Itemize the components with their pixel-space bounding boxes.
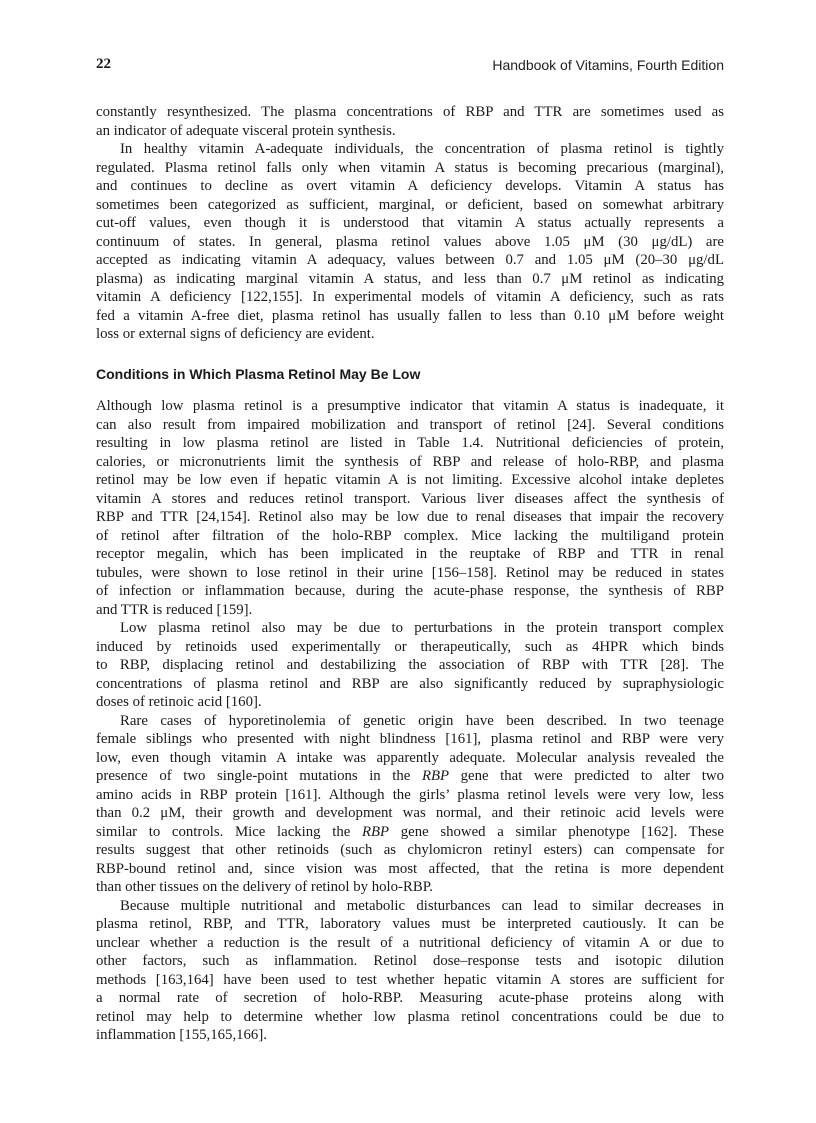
text-line: other factors, such as inflammation. Retinol dose–response tests and isotopic dilution: [96, 953, 724, 969]
text-line: RBP and TTR [24,154]. Retinol also may be low due to renal diseases that impair the recovery: [96, 509, 724, 525]
text-line: than 0.2 μM, their growth and development was normal, and their retinoic acid levels were: [96, 805, 724, 821]
text-line: retinol may be low even if hepatic vitamin A is not limiting. Excessive alcohol intake depletes: [96, 472, 724, 488]
text-line: fed a vitamin A-free diet, plasma retinol has usually fallen to less than 0.10 μM before weight: [96, 307, 724, 324]
text-line: sometimes been categorized as sufficient, marginal, or deficient, based on somewhat arbitrary: [96, 196, 724, 213]
text-line: and continues to decline as overt vitamin A deficiency develops. Vitamin A status has: [96, 178, 724, 194]
text-line: methods [163,164] have been used to test whether hepatic vitamin A stores are sufficient for: [96, 971, 724, 988]
paragraph: [96, 140, 724, 344]
paragraph: [96, 712, 724, 897]
text-line: continuum of states. In general, plasma retinol values above 1.05 μM (30 μg/dL) are: [96, 233, 724, 250]
text-line: regulated. Plasma retinol falls only when vitamin A status is becoming precarious (marginal),: [96, 159, 724, 176]
text-line: resulting in low plasma retinol are listed in Table 1.4. Nutritional deficiencies of protein,: [96, 435, 724, 451]
text-line: [96, 767, 724, 786]
text-line: female siblings who presented with night blindness [161], plasma retinol and RBP were very: [96, 731, 724, 747]
text-line: plasma retinol, RBP, and TTR, laboratory values must be interpreted cautiously. It can be: [96, 916, 724, 932]
text-line: Although low plasma retinol is a presumptive indicator that vitamin A status is inadequate, it: [96, 398, 724, 414]
text-line: plasma) as indicating marginal vitamin A status, and less than 0.7 μM retinol as indicating: [96, 270, 724, 287]
body-text-intro: [96, 103, 724, 344]
text-line: a normal rate of secretion of holo-RBP. Measuring acute-phase proteins along with: [96, 990, 724, 1006]
text-line: of infection or inflammation because, during the acute-phase response, the synthesis of RBP: [96, 583, 724, 599]
text-line: accepted as indicating vitamin A adequacy, values between 0.7 and 1.05 μM (20–30 μg/dL: [96, 252, 724, 268]
text-line: concentrations of plasma retinol and RBP are also significantly reduced by supraphysiologic: [96, 675, 724, 692]
text-line: Because multiple nutritional and metabolic disturbances can lead to similar decreases in: [120, 897, 724, 914]
book-title: Handbook of Vitamins, Fourth Edition: [492, 57, 724, 73]
text-line: Rare cases of hyporetinolemia of genetic origin have been described. In two teenage: [120, 712, 724, 729]
text-line: of retinol after filtration of the holo-RBP complex. Mice lacking the multiligand protein: [96, 527, 724, 544]
text-line: constantly resynthesized. The plasma concentrations of RBP and TTR are sometimes used as: [96, 104, 724, 120]
paragraph: [96, 897, 724, 1045]
body-text-section: [96, 397, 724, 1045]
text-line: vitamin A deficiency [122,155]. In experimental models of vitamin A deficiency, such as rats: [96, 289, 724, 305]
text-line: calories, or micronutrients limit the synthesis of RBP and release of holo-RBP, and plasma: [96, 453, 724, 470]
text-line: unclear whether a reduction is the result of a nutritional deficiency of vitamin A or due to: [96, 934, 724, 951]
section-heading: Conditions in Which Plasma Retinol May Be Low: [96, 366, 421, 382]
text-line: inflammation [155,165,166].: [96, 1027, 267, 1043]
text-line: induced by retinoids used experimentally or therapeutically, such as 4HPR which binds: [96, 638, 724, 655]
text-segment: gene showed a similar phenotype [162]. These: [389, 823, 724, 840]
text-segment: gene that were predicted to alter two: [449, 768, 724, 784]
italic-gene-name: RBP: [421, 768, 450, 784]
paragraph: [96, 619, 724, 712]
text-line: tubules, were shown to lose retinol in their urine [156–158]. Retinol may be reduced in states: [96, 564, 724, 581]
text-line: an indicator of adequate visceral protein synthesis.: [96, 122, 396, 139]
text-line: cut-off values, even though it is understood that vitamin A status actually represents a: [96, 215, 724, 231]
text-line: results suggest that other retinoids (such as chylomicron retinyl esters) can compensate for: [96, 842, 724, 858]
page-number: 22: [96, 56, 111, 72]
text-line: to RBP, displacing retinol and destabilizing the association of RBP with TTR [28]. The: [96, 657, 724, 673]
text-line: can also result from impaired mobilization and transport of retinol [24]. Several conditions: [96, 416, 724, 433]
text-line: vitamin A stores and reduces retinol transport. Various liver diseases affect the synthesis of: [96, 490, 724, 507]
paragraph: [96, 103, 724, 140]
paragraph: [96, 397, 724, 619]
text-line: [96, 823, 724, 842]
text-line: retinol may help to determine whether low plasma retinol concentrations could be due to: [96, 1008, 724, 1025]
text-line: receptor megalin, which has been implicated in the reuptake of RBP and TTR in renal: [96, 546, 724, 562]
text-line: low, even though vitamin A intake was apparently adequate. Molecular analysis revealed the: [96, 749, 724, 766]
text-segment: presence of two single-point mutations in the: [96, 768, 422, 784]
italic-gene-name: RBP: [361, 823, 390, 840]
text-segment: similar to controls. Mice lacking the: [96, 823, 362, 840]
text-line: and TTR is reduced [159].: [96, 601, 253, 618]
text-line: In healthy vitamin A-adequate individuals, the concentration of plasma retinol is tightly: [120, 141, 724, 157]
text-line: doses of retinoic acid [160].: [96, 694, 262, 710]
text-line: RBP-bound retinol and, since vision was most affected, that the retina is more dependent: [96, 860, 724, 877]
text-line: than other tissues on the delivery of retinol by holo-RBP.: [96, 879, 433, 895]
text-line: Low plasma retinol also may be due to perturbations in the protein transport complex: [120, 620, 724, 636]
text-line: amino acids in RBP protein [161]. Although the girls’ plasma retinol levels were very low, less: [96, 786, 724, 803]
text-line: loss or external signs of deficiency are evident.: [96, 326, 375, 342]
